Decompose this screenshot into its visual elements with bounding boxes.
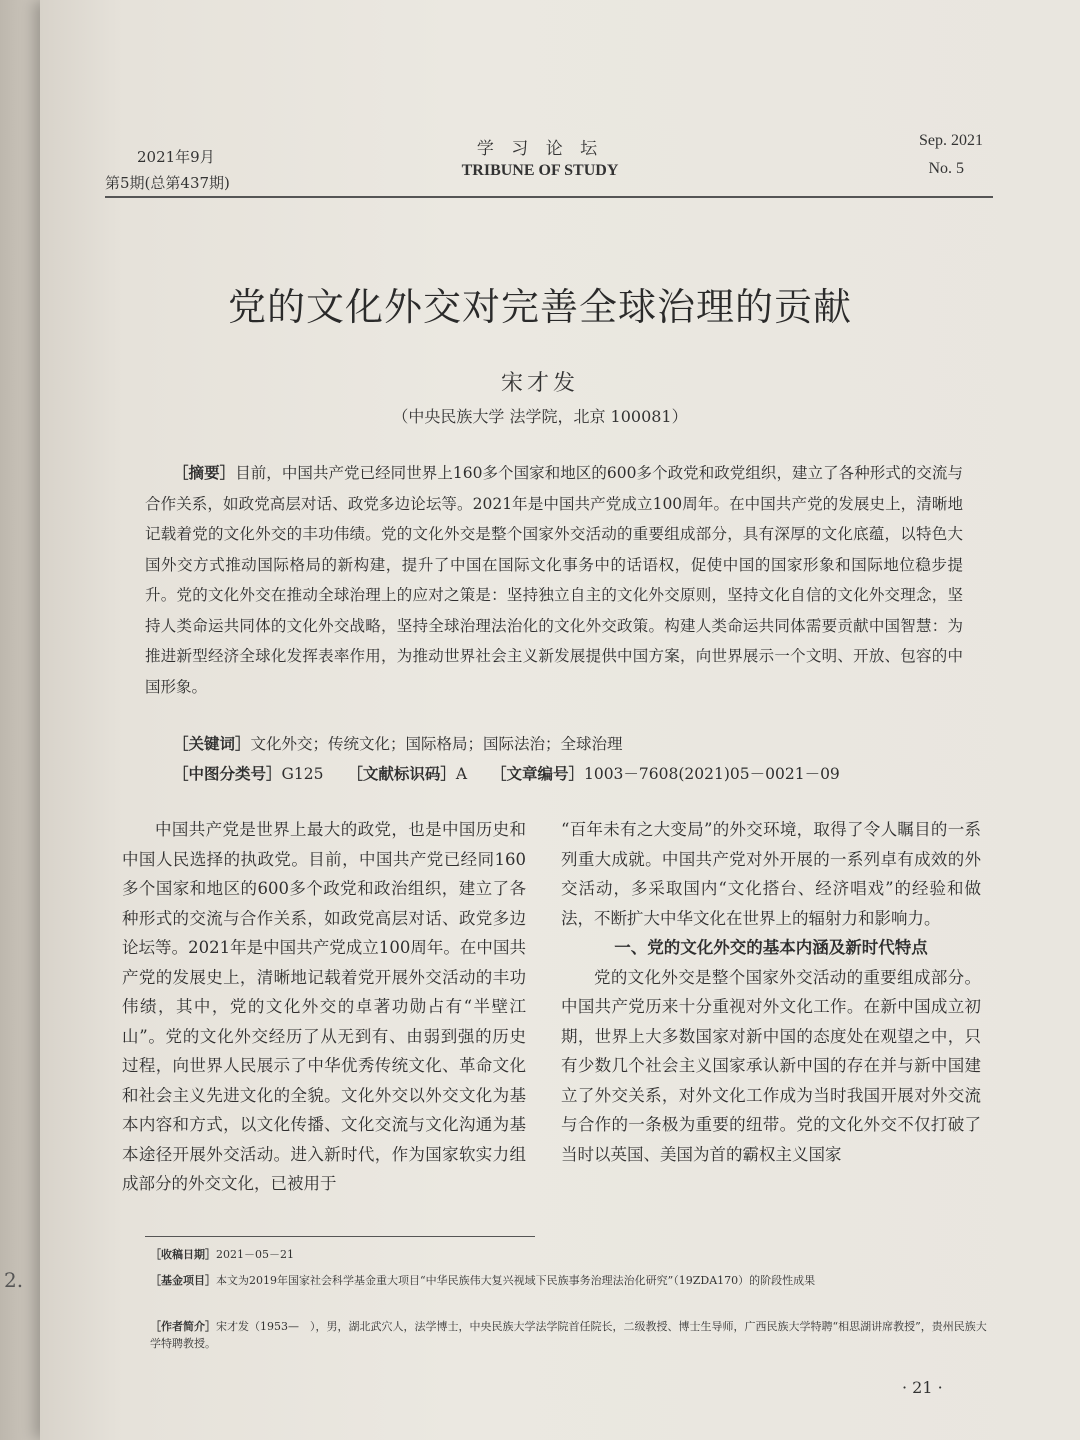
facing-page-edge	[0, 0, 40, 1440]
fund-label: ［基金项目］	[150, 1274, 216, 1287]
header-date-en: Sep. 2021	[919, 132, 983, 149]
journal-name-cn: 学 习 论 坛	[476, 139, 604, 159]
author-affiliation: （中央民族大学 法学院，北京 100081）	[392, 407, 688, 426]
header-issue-en: No. 5	[928, 160, 964, 177]
clc-label: ［中图分类号］	[173, 764, 282, 783]
bio-text: 宋才发（1953— ），男，湖北武穴人，法学博士，中央民族大学法学院首任院长，二级教授、博士生导师，广西民族大学特聘“相思湖讲席教授”，贵州民族大学特聘教授。	[150, 1320, 987, 1350]
body-left-column	[122, 815, 526, 1199]
footnote-author-bio	[150, 1318, 988, 1352]
body-right-column	[561, 815, 981, 1169]
clc-value: G125	[281, 765, 324, 783]
footnote-received	[150, 1246, 988, 1263]
header-issue-cn: 第5期(总第437期)	[105, 174, 230, 192]
body-paragraph: 党的文化外交是整个国家外交活动的重要组成部分。中国共产党历来十分重视对外文化工作。在新中国成立初期，世界上大多数国家对新中国的态度处在观望之中，只有少数几个社会主义国家承认新中国的存在并与新中国建立了外交关系，对外文化工作成为当时我国开展对外交流与合作的一条极为重要的纽带。党的文化外交不仅打破了当时以英国、美国为首的霸权主义国家	[561, 967, 981, 1164]
keywords-label: ［关键词］	[173, 734, 251, 753]
received-label: ［收稿日期］	[150, 1248, 216, 1261]
doc-code-value: A	[455, 765, 468, 783]
body-paragraph: “百年未有之大变局”的外交环境，取得了令人瞩目的一系列重大成就。中国共产党对外开展的一系列卓有成效的外交活动，多采取国内“文化搭台、经济唱戏”的经验和做法，不断扩大中华文化在世界上的辐射力和影响力。	[561, 820, 981, 928]
abstract-text: 目前，中国共产党已经同世界上160多个国家和地区的600多个政党和政党组织，建立了各种形式的交流与合作关系，如政党高层对话、政党多边论坛等。2021年是中国共产党成立100周年。在中国共产党的发展史上，清晰地记载着党的文化外交的丰功伟绩。党的文化外交是整个国家外交活动的重要组成部分，具有深厚的文化底蕴，以特色大国外交方式推动国际格局的新构建，提升了中国在国际文化事务中的话语权，促使中国的国家形象和国际地位稳步提升。党的文化外交在推动全球治理上的应对之策是：坚持独立自主的文化外交原则，坚持文化自信的文化外交理念，坚持人类命运共同体的文化外交战略，坚持全球治理法治化的文化外交政策。构建人类命运共同体需要贡献中国智慧：为推进新型经济全球化发挥表率作用，为推动世界社会主义新发展提供中国方案，向世界展示一个文明、开放、包容的中国形象。	[145, 464, 963, 696]
footnote-rule	[145, 1236, 535, 1237]
abstract-label: ［摘要］	[173, 463, 236, 482]
article-no-value: 1003－7608(2021)05－0021－09	[583, 765, 840, 783]
page-number: · 21 ·	[902, 1378, 943, 1397]
footnote-fund	[150, 1272, 988, 1289]
header-rule	[105, 196, 993, 198]
facing-page-fragment: 2.	[4, 1268, 24, 1292]
doc-code-label: ［文献标识码］	[347, 764, 456, 783]
abstract	[145, 458, 963, 702]
classification-line	[173, 762, 840, 784]
received-value: 2021－05－21	[216, 1248, 294, 1261]
journal-name-en: TRIBUNE OF STUDY	[461, 162, 619, 179]
keywords-line	[173, 732, 623, 754]
article-no-label: ［文章编号］	[490, 764, 584, 783]
keywords-text: 文化外交；传统文化；国际格局；国际法治；全球治理	[250, 735, 623, 753]
journal-page	[40, 0, 1080, 1440]
article-title: 党的文化外交对完善全球治理的贡献	[227, 285, 852, 329]
fund-text: 本文为2019年国家社会科学基金重大项目“中华民族伟大复兴视域下民族事务治理法治化研究”（19ZDA170）的阶段性成果	[216, 1274, 816, 1287]
body-paragraph: 中国共产党是世界上最大的政党，也是中国历史和中国人民选择的执政党。目前，中国共产党已经同160多个国家和地区的600多个政党和政治组织，建立了各种形式的交流与合作关系，如政党高层对话、政党多边论坛等。2021年是中国共产党成立100周年。在中国共产党的发展史上，清晰地记载着党开展外交活动的丰功伟绩，其中，党的文化外交的卓著功勋占有“半壁江山”。党的文化外交经历了从无到有、由弱到强的历史过程，向世界人民展示了中华优秀传统文化、革命文化和社会主义先进文化的全貌。文化外交以外交文化为基本内容和方式，以文化传播、文化交流与文化沟通为基本途径开展外交活动。进入新时代，作为国家软实力组成部分的外交文化，已被用于	[122, 820, 526, 1193]
bio-label: ［作者简介］	[150, 1320, 216, 1333]
header-date-cn: 2021年9月	[137, 148, 215, 166]
article-author: 宋才发	[500, 371, 579, 396]
section-heading: 一、党的文化外交的基本内涵及新时代特点	[614, 938, 928, 957]
